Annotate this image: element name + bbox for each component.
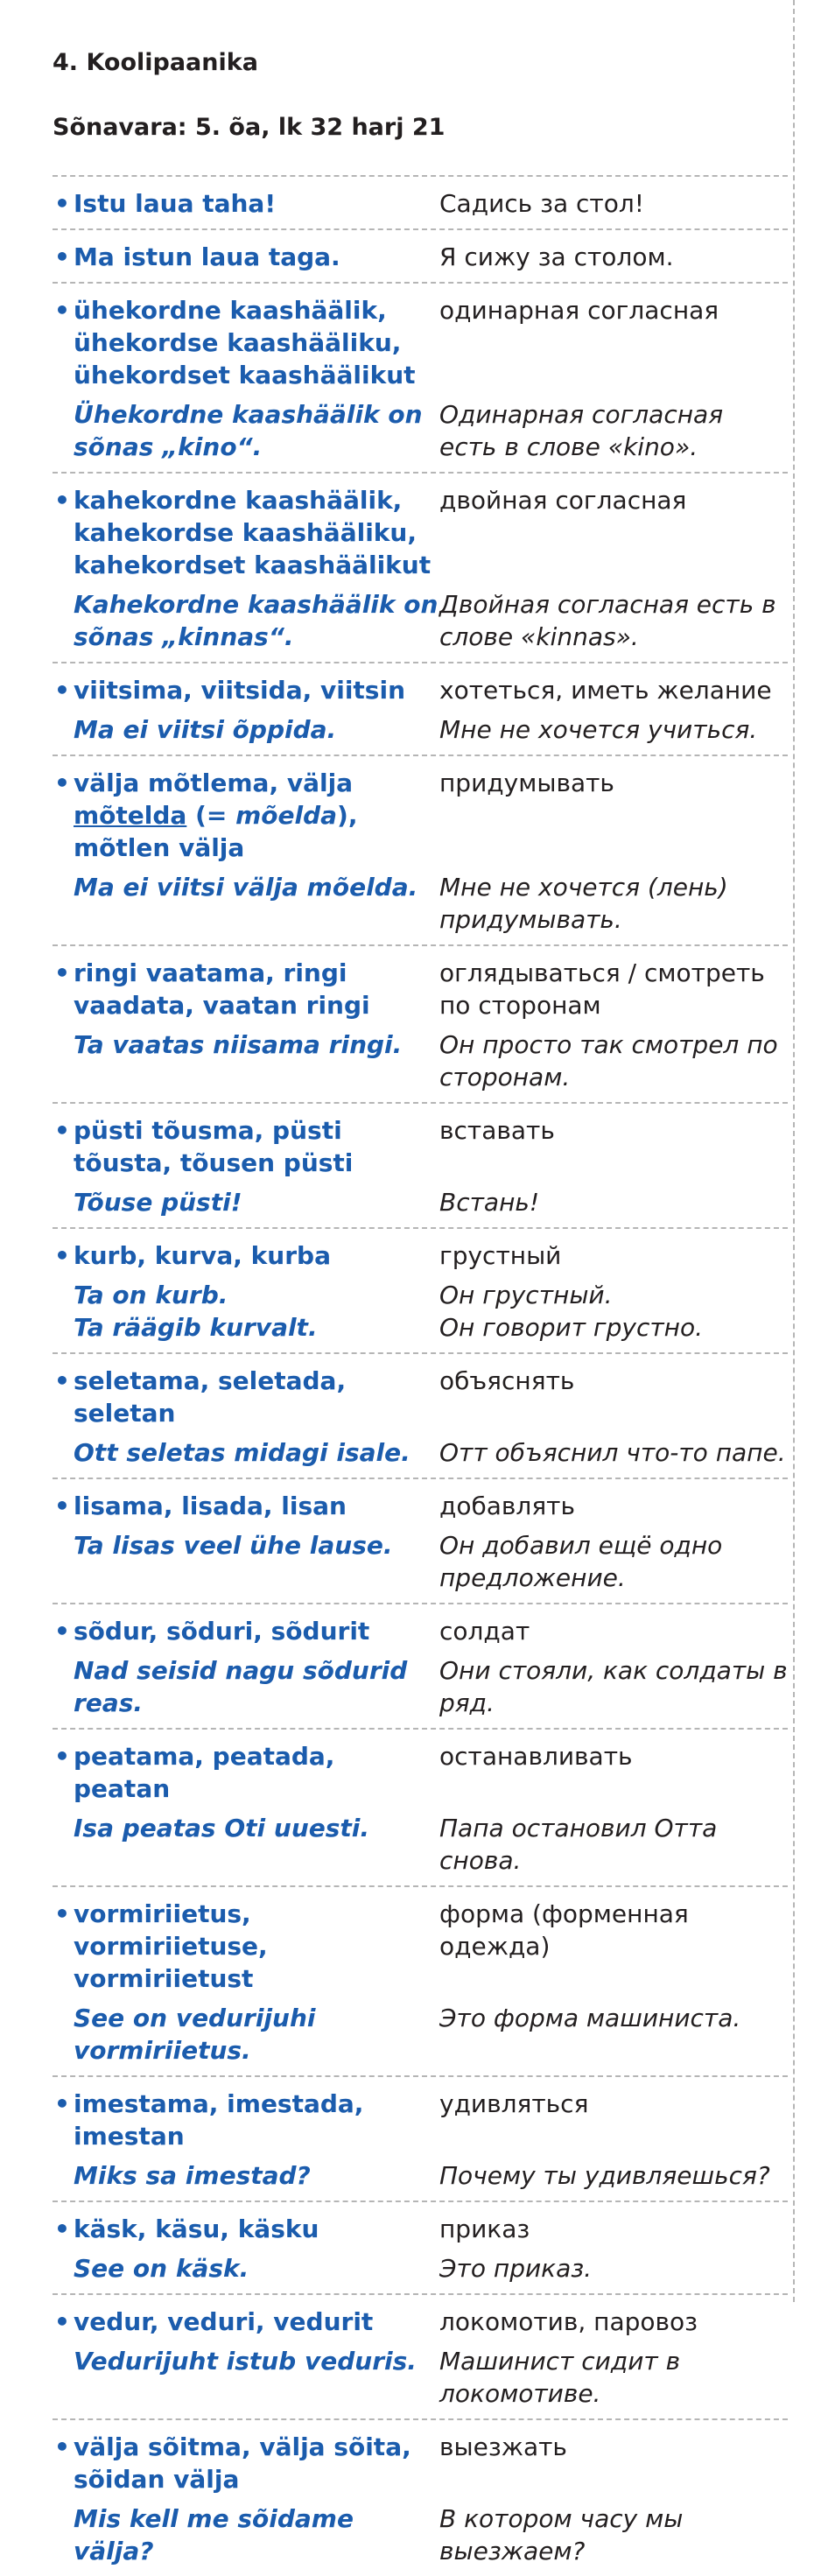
- vocabulary-entry: [53, 474, 788, 663]
- estonian-term: viitsima, viitsida, viitsin: [74, 676, 405, 705]
- russian-example: В котором часу мы выезжаем?: [439, 2504, 684, 2565]
- estonian-example: Mis kell me sõidame välja?: [74, 2504, 354, 2565]
- russian-translation: Садись за стол!: [439, 189, 644, 218]
- bullet: •: [54, 189, 70, 218]
- vocabulary-entry: [53, 230, 788, 284]
- estonian-example: Ta vaatas niisama ringi.: [74, 1030, 403, 1059]
- russian-example: Он грустный. Он говорит грустно.: [439, 1281, 703, 1342]
- bullet: •: [54, 1241, 70, 1270]
- russian-example: Они стояли, как солдаты в ряд.: [439, 1656, 788, 1717]
- vocabulary-entry: [53, 1229, 788, 1354]
- vocabulary-entry: [53, 175, 788, 230]
- estonian-example: See on käsk.: [74, 2254, 249, 2283]
- russian-translation: хотеться, иметь желание: [439, 676, 772, 705]
- russian-example: Это приказ.: [439, 2254, 593, 2283]
- russian-translation: грустный: [439, 1241, 562, 1270]
- russian-translation: выезжать: [439, 2432, 567, 2461]
- bullet: •: [54, 769, 70, 797]
- russian-translation: приказ: [439, 2215, 530, 2243]
- russian-example: Почему ты удивляешься?: [439, 2161, 770, 2190]
- russian-translation: одинарная согласная: [439, 296, 719, 325]
- estonian-example: Kahekordne kaashäälik on sõnas „kinnas“.: [74, 590, 439, 651]
- russian-example: Он добавил ещё одно предложение.: [439, 1531, 723, 1592]
- russian-example: Отт объяснил что-то папе.: [439, 1438, 786, 1467]
- estonian-term: ühekordne kaashäälik, ühekordse kaashääliku, ühekordset kaashäälikut: [74, 296, 416, 390]
- bullet: •: [54, 2089, 70, 2118]
- russian-translation: удивляться: [439, 2089, 589, 2118]
- russian-example: Это форма машиниста.: [439, 2004, 741, 2032]
- estonian-term: ringi vaatama, ringi vaadata, vaatan ringi: [74, 958, 370, 1020]
- estonian-term: käsk, käsu, käsku: [74, 2215, 319, 2243]
- bullet: •: [54, 1116, 70, 1145]
- russian-example: Машинист сидит в локомотиве.: [439, 2347, 681, 2408]
- vocabulary-subtitle: Sõnavara: 5. õa, lk 32 harj 21: [53, 114, 446, 141]
- estonian-term: seletama, seletada, seletan: [74, 1366, 347, 1428]
- bullet: •: [54, 2432, 70, 2461]
- estonian-term: imestama, imestada, imestan: [74, 2089, 364, 2151]
- italic-form: mõelda: [235, 801, 338, 830]
- vocabulary-page: [53, 49, 788, 2576]
- bullet: •: [54, 1492, 70, 1520]
- vocabulary-entry: [53, 2295, 788, 2420]
- vocabulary-entry: [53, 284, 788, 474]
- estonian-term: välja sõitma, välja sõita, sõidan välja: [74, 2432, 411, 2494]
- vocabulary-entry: [53, 1887, 788, 2077]
- estonian-term: Istu laua taha!: [74, 189, 277, 218]
- vocabulary-entry: [53, 756, 788, 946]
- russian-example: Двойная согласная есть в слове «kinnas».: [439, 590, 776, 651]
- vocabulary-entry: [53, 1730, 788, 1887]
- russian-example: Папа остановил Отта снова.: [439, 1814, 718, 1875]
- estonian-example: Miks sa imestad?: [74, 2161, 311, 2190]
- russian-translation: локомотив, паровоз: [439, 2307, 698, 2336]
- russian-translation: придумывать: [439, 769, 614, 797]
- section-title: 4. Koolipaanika: [53, 49, 258, 76]
- underlined-form: mõtelda: [74, 801, 187, 830]
- estonian-example: Ta lisas veel ühe lause.: [74, 1531, 393, 1560]
- estonian-example: Ma ei viitsi välja mõelda.: [74, 873, 418, 902]
- estonian-term: vedur, veduri, vedurit: [74, 2307, 374, 2336]
- russian-translation: солдат: [439, 1617, 530, 1646]
- bullet: •: [54, 1366, 70, 1395]
- estonian-term: vormiriietus, vormiriietuse, vormiriietust: [74, 1899, 268, 1993]
- russian-translation: двойная согласная: [439, 486, 687, 515]
- russian-translation: Я сижу за столом.: [439, 242, 674, 271]
- bullet: •: [54, 1899, 70, 1928]
- vocabulary-entry: [53, 946, 788, 1104]
- estonian-term: kahekordne kaashäälik, kahekordse kaashääliku, kahekordset kaashäälikut: [74, 486, 432, 579]
- estonian-term: peatama, peatada, peatan: [74, 1742, 335, 1803]
- bullet: •: [54, 296, 70, 325]
- estonian-example: See on vedurijuhi vormiriietus.: [74, 2004, 316, 2065]
- bullet: •: [54, 676, 70, 705]
- bullet: •: [54, 242, 70, 271]
- estonian-example: Nad seisid nagu sõdurid reas.: [74, 1656, 408, 1717]
- vocabulary-entry: [53, 2202, 788, 2295]
- estonian-term: kurb, kurva, kurba: [74, 1241, 331, 1270]
- bullet: •: [54, 1617, 70, 1646]
- page-edge-dashed-line: [793, 0, 795, 2302]
- vocabulary-entry: [53, 1104, 788, 1229]
- russian-translation: добавлять: [439, 1492, 575, 1520]
- estonian-example: Vedurijuht istub veduris.: [74, 2347, 417, 2376]
- estonian-example: Tõuse püsti!: [74, 1188, 242, 1217]
- russian-translation: объяснять: [439, 1366, 575, 1395]
- russian-translation: форма (форменная одежда): [439, 1899, 689, 1961]
- bullet: •: [54, 2215, 70, 2243]
- russian-example: Мне не хочется (лень) придумывать.: [439, 873, 728, 934]
- vocabulary-list: [53, 175, 788, 2576]
- bullet: •: [54, 2307, 70, 2336]
- russian-translation: оглядываться / смотреть по сторонам: [439, 958, 765, 1020]
- estonian-example: Ma ei viitsi õppida.: [74, 715, 337, 744]
- vocabulary-entry: [53, 2420, 788, 2576]
- russian-example: Он просто так смотрел по сторонам.: [439, 1030, 778, 1091]
- vocabulary-entry: [53, 663, 788, 756]
- russian-translation: останавливать: [439, 1742, 633, 1771]
- russian-example: Мне не хочется учиться.: [439, 715, 758, 744]
- estonian-term: välja mõtlema, välja mõtelda (= mõelda), mõtlen välja: [74, 769, 358, 862]
- estonian-term: püsti tõusma, püsti tõusta, tõusen püsti: [74, 1116, 354, 1177]
- vocabulary-entry: [53, 1479, 788, 1604]
- estonian-term: Ma istun laua taga.: [74, 242, 340, 271]
- bullet: •: [54, 486, 70, 515]
- vocabulary-entry: [53, 1604, 788, 1730]
- bullet: •: [54, 958, 70, 987]
- russian-translation: вставать: [439, 1116, 555, 1145]
- vocabulary-entry: [53, 2077, 788, 2202]
- russian-example: Встань!: [439, 1188, 540, 1217]
- estonian-example: Isa peatas Oti uuesti.: [74, 1814, 370, 1843]
- estonian-example: Ühekordne kaashäälik on sõnas „kino“.: [74, 400, 423, 461]
- estonian-term: sõdur, sõduri, sõdurit: [74, 1617, 370, 1646]
- vocabulary-entry: [53, 1354, 788, 1479]
- bullet: •: [54, 1742, 70, 1771]
- estonian-term: lisama, lisada, lisan: [74, 1492, 347, 1520]
- estonian-example: Ta on kurb. Ta räägib kurvalt.: [74, 1281, 318, 1342]
- russian-example: Одинарная согласная есть в слове «kino».: [439, 400, 724, 461]
- estonian-example: Ott seletas midagi isale.: [74, 1438, 411, 1467]
